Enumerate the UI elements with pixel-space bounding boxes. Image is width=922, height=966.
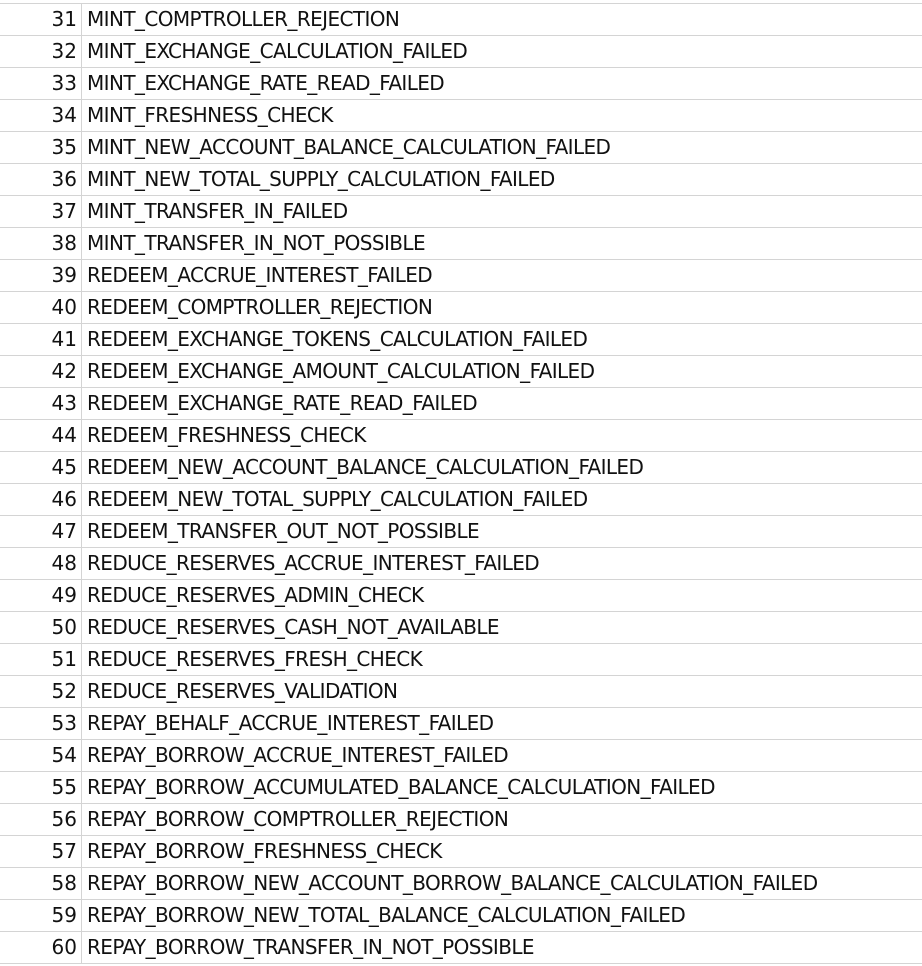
- row-number-cell[interactable]: 47: [0, 516, 82, 547]
- error-code-cell[interactable]: REDEEM_NEW_ACCOUNT_BALANCE_CALCULATION_FAILED: [87, 455, 644, 479]
- table-row[interactable]: [0, 260, 922, 292]
- error-code-cell[interactable]: REPAY_BEHALF_ACCRUE_INTEREST_FAILED: [87, 711, 494, 735]
- error-code-cell[interactable]: MINT_TRANSFER_IN_FAILED: [87, 199, 348, 223]
- error-code-cell[interactable]: MINT_COMPTROLLER_REJECTION: [87, 7, 400, 31]
- table-row[interactable]: [0, 836, 922, 868]
- table-row[interactable]: [0, 100, 922, 132]
- error-code-cell[interactable]: REPAY_BORROW_NEW_ACCOUNT_BORROW_BALANCE_CALCULATION_FAILED: [87, 871, 818, 895]
- row-number-cell[interactable]: 41: [0, 324, 82, 355]
- table-row[interactable]: [0, 132, 922, 164]
- table-row[interactable]: [0, 708, 922, 740]
- row-number-cell[interactable]: 35: [0, 132, 82, 163]
- table-row[interactable]: [0, 804, 922, 836]
- error-code-cell[interactable]: MINT_FRESHNESS_CHECK: [87, 103, 333, 127]
- error-code-cell[interactable]: REPAY_BORROW_TRANSFER_IN_NOT_POSSIBLE: [87, 935, 534, 959]
- row-number-cell[interactable]: 31: [0, 4, 82, 35]
- error-code-cell[interactable]: REDUCE_RESERVES_ADMIN_CHECK: [87, 583, 424, 607]
- error-code-cell[interactable]: MINT_NEW_TOTAL_SUPPLY_CALCULATION_FAILED: [87, 167, 555, 191]
- table-row[interactable]: [0, 356, 922, 388]
- row-number-cell[interactable]: 55: [0, 772, 82, 803]
- table-row[interactable]: [0, 548, 922, 580]
- error-code-cell[interactable]: REDEEM_EXCHANGE_RATE_READ_FAILED: [87, 391, 478, 415]
- table-row[interactable]: [0, 580, 922, 612]
- row-number-cell[interactable]: 53: [0, 708, 82, 739]
- error-code-cell[interactable]: REDEEM_EXCHANGE_AMOUNT_CALCULATION_FAILED: [87, 359, 595, 383]
- row-number-cell[interactable]: 33: [0, 68, 82, 99]
- table-row[interactable]: [0, 516, 922, 548]
- table-row[interactable]: [0, 196, 922, 228]
- row-number-cell[interactable]: 43: [0, 388, 82, 419]
- error-code-cell[interactable]: MINT_EXCHANGE_RATE_READ_FAILED: [87, 71, 445, 95]
- error-code-cell[interactable]: REDUCE_RESERVES_ACCRUE_INTEREST_FAILED: [87, 551, 540, 575]
- error-code-cell[interactable]: REDUCE_RESERVES_CASH_NOT_AVAILABLE: [87, 615, 499, 639]
- row-number-cell[interactable]: 36: [0, 164, 82, 195]
- table-row[interactable]: [0, 68, 922, 100]
- row-number-cell[interactable]: 45: [0, 452, 82, 483]
- row-number-cell[interactable]: 58: [0, 868, 82, 899]
- row-number-cell[interactable]: 42: [0, 356, 82, 387]
- table-row[interactable]: [0, 420, 922, 452]
- row-number-cell[interactable]: 59: [0, 900, 82, 931]
- error-code-cell[interactable]: REPAY_BORROW_FRESHNESS_CHECK: [87, 839, 442, 863]
- row-number-cell[interactable]: 56: [0, 804, 82, 835]
- row-number-cell[interactable]: 40: [0, 292, 82, 323]
- row-number-cell[interactable]: 60: [0, 932, 82, 963]
- table-row[interactable]: [0, 292, 922, 324]
- error-code-cell[interactable]: MINT_EXCHANGE_CALCULATION_FAILED: [87, 39, 468, 63]
- table-row[interactable]: [0, 740, 922, 772]
- error-code-cell[interactable]: REPAY_BORROW_ACCUMULATED_BALANCE_CALCULATION_FAILED: [87, 775, 715, 799]
- row-number-cell[interactable]: 34: [0, 100, 82, 131]
- error-code-cell[interactable]: REDUCE_RESERVES_VALIDATION: [87, 679, 398, 703]
- table-row[interactable]: [0, 228, 922, 260]
- row-number-cell[interactable]: 46: [0, 484, 82, 515]
- spreadsheet-grid: [0, 3, 922, 964]
- table-row[interactable]: [0, 900, 922, 932]
- error-code-cell[interactable]: REDEEM_FRESHNESS_CHECK: [87, 423, 366, 447]
- row-number-cell[interactable]: 37: [0, 196, 82, 227]
- error-code-cell[interactable]: REDEEM_ACCRUE_INTEREST_FAILED: [87, 263, 433, 287]
- table-row[interactable]: [0, 932, 922, 964]
- error-code-cell[interactable]: MINT_TRANSFER_IN_NOT_POSSIBLE: [87, 231, 425, 255]
- row-number-cell[interactable]: 52: [0, 676, 82, 707]
- row-number-cell[interactable]: 44: [0, 420, 82, 451]
- table-row[interactable]: [0, 4, 922, 36]
- table-row[interactable]: [0, 388, 922, 420]
- error-code-cell[interactable]: REDEEM_NEW_TOTAL_SUPPLY_CALCULATION_FAILED: [87, 487, 588, 511]
- table-row[interactable]: [0, 452, 922, 484]
- row-number-cell[interactable]: 50: [0, 612, 82, 643]
- row-number-cell[interactable]: 49: [0, 580, 82, 611]
- row-number-cell[interactable]: 57: [0, 836, 82, 867]
- error-code-cell[interactable]: REPAY_BORROW_NEW_TOTAL_BALANCE_CALCULATION_FAILED: [87, 903, 686, 927]
- row-number-cell[interactable]: 39: [0, 260, 82, 291]
- table-row[interactable]: [0, 324, 922, 356]
- error-code-cell[interactable]: REPAY_BORROW_COMPTROLLER_REJECTION: [87, 807, 509, 831]
- table-row[interactable]: [0, 36, 922, 68]
- table-row[interactable]: [0, 868, 922, 900]
- error-code-cell[interactable]: REDEEM_EXCHANGE_TOKENS_CALCULATION_FAILED: [87, 327, 588, 351]
- error-code-cell[interactable]: REDEEM_COMPTROLLER_REJECTION: [87, 295, 433, 319]
- table-row[interactable]: [0, 644, 922, 676]
- row-number-cell[interactable]: 38: [0, 228, 82, 259]
- error-code-cell[interactable]: REPAY_BORROW_ACCRUE_INTEREST_FAILED: [87, 743, 509, 767]
- table-row[interactable]: [0, 772, 922, 804]
- error-code-cell[interactable]: REDEEM_TRANSFER_OUT_NOT_POSSIBLE: [87, 519, 480, 543]
- row-number-cell[interactable]: 54: [0, 740, 82, 771]
- row-number-cell[interactable]: 48: [0, 548, 82, 579]
- table-row[interactable]: [0, 164, 922, 196]
- error-code-cell[interactable]: MINT_NEW_ACCOUNT_BALANCE_CALCULATION_FAILED: [87, 135, 611, 159]
- table-row[interactable]: [0, 612, 922, 644]
- row-number-cell[interactable]: 51: [0, 644, 82, 675]
- table-row[interactable]: [0, 484, 922, 516]
- table-row[interactable]: [0, 676, 922, 708]
- row-number-cell[interactable]: 32: [0, 36, 82, 67]
- error-code-cell[interactable]: REDUCE_RESERVES_FRESH_CHECK: [87, 647, 423, 671]
